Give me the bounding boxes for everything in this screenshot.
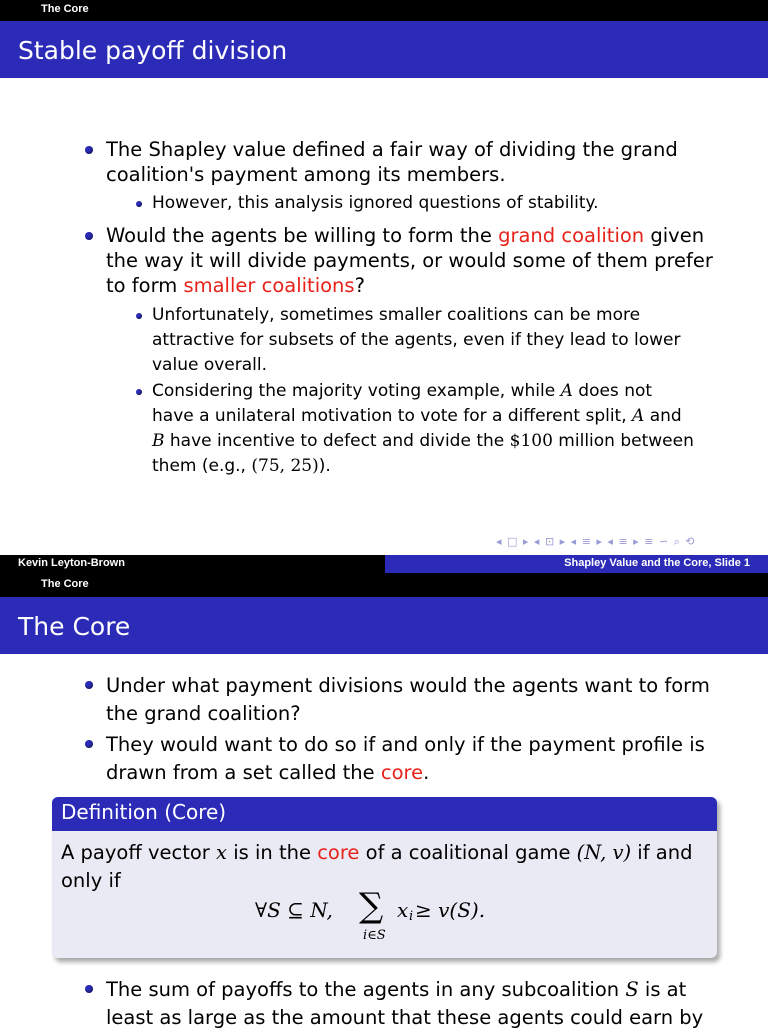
text: have incentive to defect and divide the — [164, 431, 510, 451]
text: them (e.g., — [152, 456, 252, 476]
text: million between — [552, 431, 694, 451]
text: ). — [318, 456, 331, 476]
slide2-title: The Core — [18, 612, 131, 641]
slide1-bullet-1-line2: coalition's payment among its members. — [106, 163, 506, 186]
slide1-bullet-2-line2: the way it will divide payments, or would some of them prefer — [106, 249, 713, 272]
text: have a unilateral motivation to vote for a different split, — [152, 406, 633, 426]
math-B: B — [152, 431, 165, 451]
text: A payoff vector — [61, 841, 217, 864]
text: to form — [106, 274, 184, 297]
line: attractive for subsets of the agents, even if they lead to lower — [152, 330, 681, 350]
slide2-title-bar — [0, 597, 768, 654]
line — [106, 976, 703, 1004]
math-tuple: (75, 25) — [251, 456, 319, 476]
line: Under what payment divisions would the agents want to form — [106, 674, 710, 697]
formula-x: x — [397, 898, 409, 922]
slide2-bullet-2 — [106, 731, 705, 787]
highlight-core: core — [380, 761, 424, 784]
slide1-bullet-1-line1: The Shapley value defined a fair way of dividing the grand — [106, 138, 678, 161]
text: given — [644, 224, 705, 247]
slide1-sub-bullet-1 — [152, 191, 599, 216]
slide1-bullet-2-line1 — [106, 223, 713, 248]
line: least as large as the amount that these agents could earn by — [106, 1006, 704, 1029]
line — [152, 404, 694, 429]
formula-sum-index: i∈S — [363, 928, 386, 943]
formula-sum-symbol: ∑ — [359, 886, 384, 926]
line — [106, 759, 705, 787]
slide1-bullet-2-line3 — [106, 273, 713, 298]
slide2-bullet-1 — [106, 672, 710, 728]
text: Considering the majority voting example, while — [152, 381, 561, 401]
formula-quantifier: ∀S ⊆ N, — [255, 898, 333, 922]
line: only if — [61, 869, 121, 892]
definition-title: Definition (Core) — [61, 800, 227, 824]
text: is in the — [227, 841, 318, 864]
footer-slide-label: Shapley Value and the Core, Slide 1 — [564, 557, 750, 569]
slide1-section-bar — [0, 0, 768, 21]
text: is at — [638, 978, 687, 1001]
slide1-sub-bullet-3 — [152, 379, 694, 479]
line: value overall. — [152, 355, 268, 375]
text: and — [644, 406, 682, 426]
line — [152, 379, 694, 404]
beamer-navigation-icons[interactable]: ◂ □ ▸ ◂ ⊡ ▸ ◂ ≡ ▸ ◂ ≡ ▸ ≡ ∽ ⌕ ⟲ — [496, 535, 696, 548]
text: drawn from a set called the — [106, 761, 381, 784]
math-S: S — [625, 978, 639, 1001]
line — [61, 839, 711, 867]
highlight-core: core — [317, 841, 360, 864]
slide2-section-label: The Core — [41, 578, 89, 590]
math-x: x — [216, 841, 228, 864]
slide1-section-label: The Core — [41, 3, 89, 15]
line: the grand coalition? — [106, 702, 301, 725]
footer-author: Kevin Leyton-Brown — [18, 557, 125, 569]
text: The sum of payoffs to the agents in any subcoalition — [106, 978, 626, 1001]
text: ? — [354, 274, 365, 297]
text: of a coalitional game — [359, 841, 577, 864]
highlight-grand-coalition: grand coalition — [498, 224, 645, 247]
text: . — [423, 761, 430, 784]
formula-x-index: i — [409, 909, 414, 924]
text: does not — [572, 381, 653, 401]
line: Unfortunately, sometimes smaller coalitions can be more — [152, 305, 641, 325]
definition-header — [52, 797, 717, 831]
slide1-sub-bullet-1-text: However, this analysis ignored questions of stability. — [152, 193, 599, 213]
slide2-section-bar — [0, 573, 768, 597]
math-A: A — [632, 406, 645, 426]
slide1-bullet-2 — [106, 223, 713, 298]
math-A: A — [560, 381, 573, 401]
slide1-bullet-1 — [106, 137, 678, 187]
formula-rhs: ≥ v(S). — [415, 898, 486, 922]
slide1-title-bar — [0, 21, 768, 78]
text: Would the agents be willing to form the — [106, 224, 499, 247]
footer-title-bar — [385, 555, 768, 573]
line — [152, 454, 694, 479]
line: They would want to do so if and only if the payment profile is — [106, 733, 705, 756]
math-money: $100 — [509, 431, 553, 451]
footer-author-bar — [0, 555, 385, 573]
math-game: (N, v) — [576, 841, 632, 864]
slide1-title: Stable payoff division — [18, 36, 288, 65]
text: if and — [631, 841, 693, 864]
line — [152, 429, 694, 454]
highlight-smaller-coalitions: smaller coalitions — [183, 274, 355, 297]
slide1-sub-bullet-2 — [152, 303, 681, 378]
definition-body — [61, 839, 711, 895]
